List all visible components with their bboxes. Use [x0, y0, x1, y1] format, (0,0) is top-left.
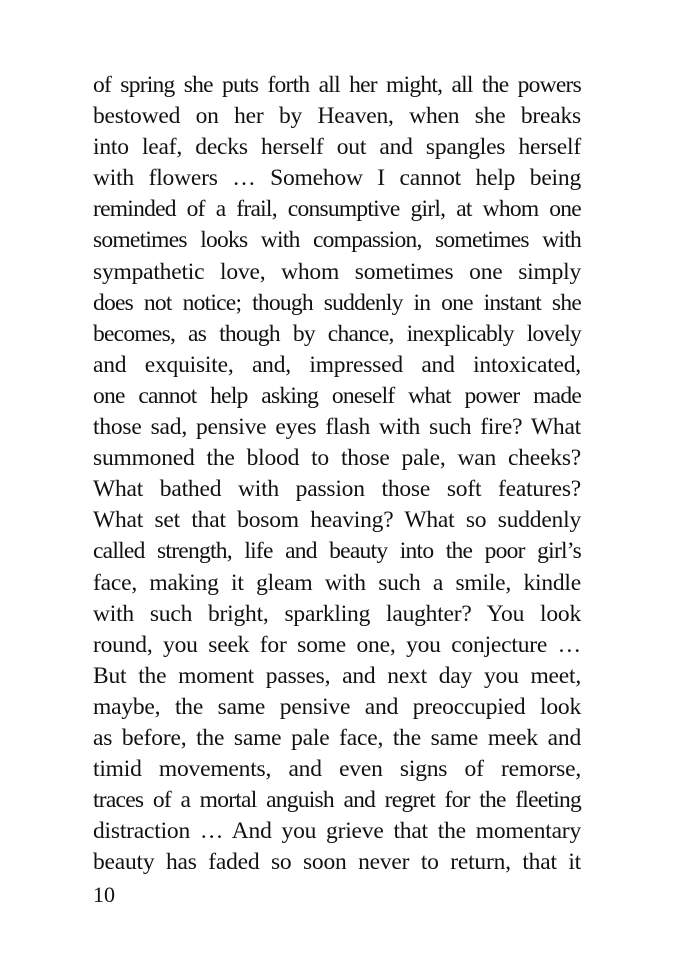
text-line: distraction … And you grieve that the momentary: [93, 818, 581, 845]
text-line: into leaf, decks herself out and spangles herself: [93, 134, 581, 161]
text-line: summoned the blood to those pale, wan cheeks?: [93, 445, 581, 472]
text-line: But the moment passes, and next day you meet,: [93, 662, 581, 689]
text-line: What bathed with passion those soft features?: [93, 476, 581, 503]
text-line: with such bright, sparkling laughter? You look: [93, 600, 581, 627]
text-line: bestowed on her by Heaven, when she breaks: [93, 103, 581, 130]
text-line: does not notice; though suddenly in one instant she: [93, 289, 581, 316]
text-line: timid movements, and even signs of remorse,: [93, 756, 581, 783]
text-line: called strength, life and beauty into the poor girl’s: [93, 538, 581, 565]
text-line: becomes, as though by chance, inexplicably lovely: [93, 320, 581, 347]
text-line: reminded of a frail, consumptive girl, at whom one: [93, 196, 581, 223]
text-line: maybe, the same pensive and preoccupied look: [93, 693, 581, 720]
text-line: with flowers … Somehow I cannot help being: [93, 165, 581, 192]
text-line: sympathetic love, whom sometimes one simply: [93, 258, 581, 285]
text-line: What set that bosom heaving? What so suddenly: [93, 507, 581, 534]
text-line: of spring she puts forth all her might, all the powers: [93, 72, 581, 98]
text-line: and exquisite, and, impressed and intoxicated,: [93, 351, 581, 378]
text-line: those sad, pensive eyes flash with such fire? What: [93, 414, 581, 441]
text-line: as before, the same pale face, the same meek and: [93, 724, 581, 751]
text-line: one cannot help asking oneself what power made: [93, 382, 581, 409]
text-line: traces of a mortal anguish and regret for the fleeting: [93, 787, 581, 814]
page-number: 10: [93, 882, 115, 907]
body-text: [93, 70, 581, 878]
text-line: round, you seek for some one, you conjecture …: [93, 631, 581, 658]
text-line: sometimes looks with compassion, sometimes with: [93, 227, 581, 254]
text-line: beauty has faded so soon never to return, that it: [93, 849, 581, 876]
text-line: face, making it gleam with such a smile, kindle: [93, 569, 581, 596]
